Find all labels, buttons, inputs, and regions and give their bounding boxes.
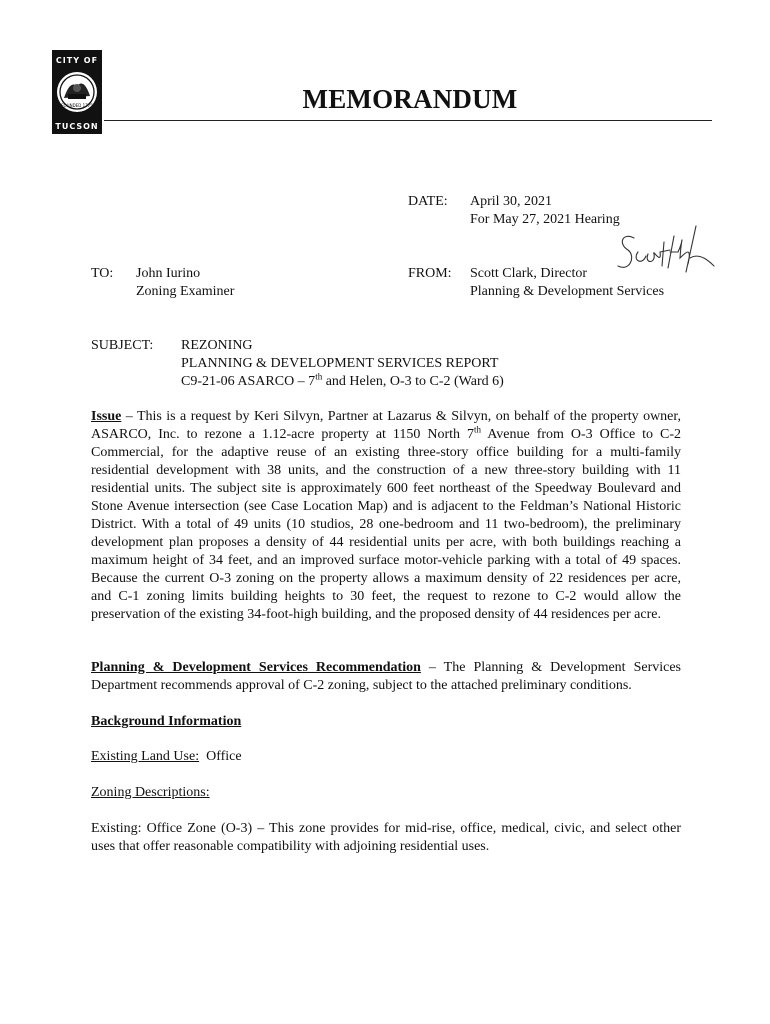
recommendation-heading: Planning & Development Services Recommendation [91,660,421,675]
page-title: MEMORANDUM [302,84,518,114]
subject-label: SUBJECT: [91,338,154,353]
subject-line-1: REZONING [181,338,253,353]
background-heading: Background Information [91,714,242,729]
issue-heading: Issue [91,409,122,424]
hearing-date: For May 27, 2021 Hearing [470,212,620,227]
logo-ring-text: FOUNDED 1775 [61,103,93,108]
from-dept: Planning & Development Services [470,284,665,299]
to-title: Zoning Examiner [136,284,235,299]
recommendation-paragraph: Planning & Development Services Recommendation – The Planning & Development Services Department recommends approval of C-2 zoning, subject to the attached preliminary conditions. [91,660,682,693]
subject-line-3: C9-21-06 ASARCO – 7th and Helen, O-3 to C-2 (Ward 6) [181,371,504,389]
city-logo [52,50,102,134]
subject-line-2: PLANNING & DEVELOPMENT SERVICES REPORT [181,356,499,371]
logo-top-text: CITY OF [55,56,99,65]
zoning-descriptions-heading: Zoning Descriptions: [91,785,210,800]
from-label: FROM: [408,266,452,281]
logo-bottom-text: TUCSON [55,122,99,131]
date-value: April 30, 2021 [470,194,553,209]
existing-land-use: Existing Land Use: Office [91,749,242,764]
from-name: Scott Clark, Director [470,266,588,281]
to-name: John Iurino [136,266,201,281]
to-label: TO: [91,266,114,281]
existing-zone-paragraph: Existing: Office Zone (O-3) – This zone provides for mid-rise, office, medical, civic, and select other uses that offer reasonable compatibility with adjoining residential uses. [91,821,681,854]
date-label: DATE: [408,194,448,209]
title-divider [104,120,712,121]
signature [612,222,717,282]
issue-paragraph: Issue – This is a request by Keri Silvyn, Partner at Lazarus & Silvyn, on behalf of the property owner, ASARCO, Inc. to rezone a 1.12-acre property at 1150 North 7th Avenue from O-3 Office to C-2 Commercial, for the adaptive reuse of an existing three-story office building for a multi-family residential development with 38 units, and the construction of a new three-story building with 11 residential units. The subject site is approximately 600 feet northeast of the Speedway Boulevard and Stone Avenue intersection (see Case Location Map) and is adjacent to the Feldman’s National Historic District. With a total of 49 units (10 studios, 28 one-bedroom and 11 two-bedroom), the preliminary development plan proposes a density of 44 residential units per acre, with both buildings reaching a maximum height of 34 feet, and an improved surface motor-vehicle parking with a total of 49 spaces. Because the current O-3 zoning on the property allows a maximum density of 22 residences per acre, and C-1 zoning limits building heights to 30 feet, the request to rezone to C-2 would allow the preservation of the existing 34-foot-high building, and the proposed density of 44 residences per acre. [91,409,682,622]
